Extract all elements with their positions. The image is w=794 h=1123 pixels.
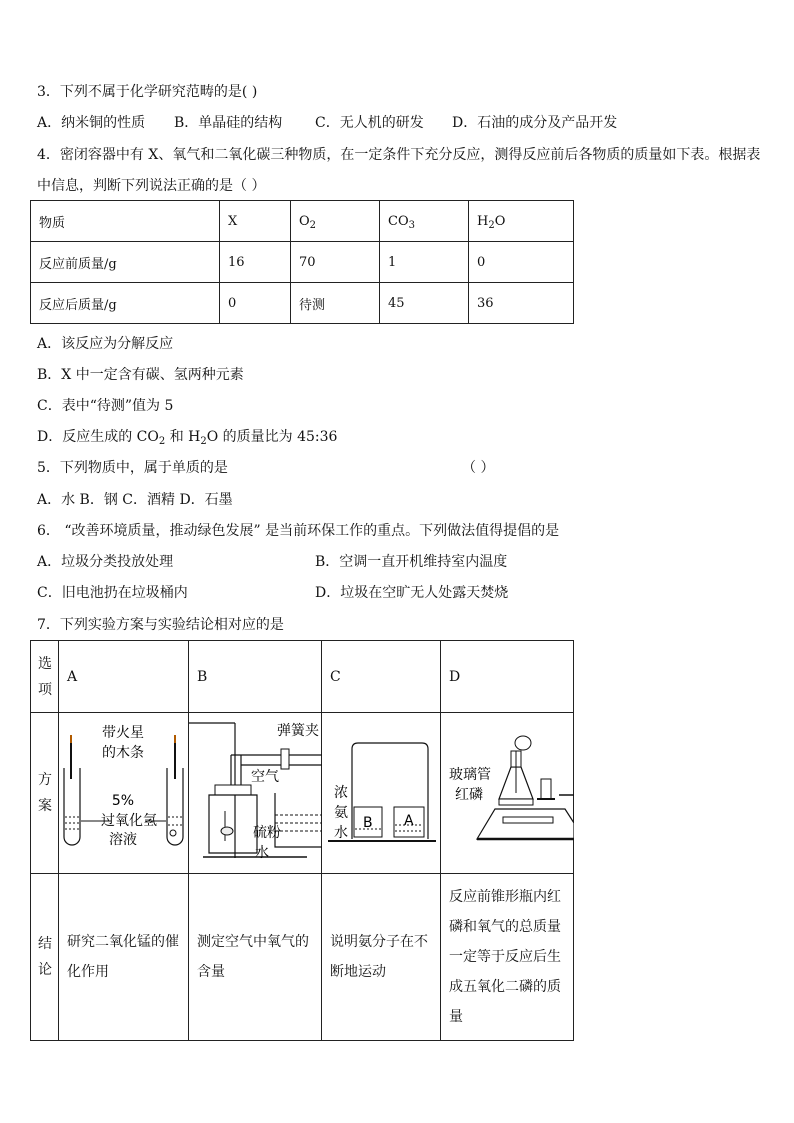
table-cell: 36 [469,283,574,324]
table-row [31,713,574,874]
figure-b-apparatus [189,713,322,869]
q4-option-d: D．反应生成的 $CO_2$ 和 $H_2O$ 的质量比为 45:36 [37,429,338,447]
row-label: 反应前质量/g [31,242,220,283]
column-header-b: B [189,641,322,713]
q5-options: A．水 B．钢 C．酒精 D．石墨 [37,492,233,508]
q3-option-c: C．无人机的研发 [315,115,424,131]
svg-text:氨: 氨 [334,805,348,821]
header-cell-x: X [220,201,291,242]
svg-text:5%: 5% [111,793,135,809]
q6-stem: 6． “改善环境质量，推动绿色发展” 是当前环保工作的重点。下列做法值得提倡的是 [37,523,560,539]
q4-option-a: A．该反应为分解反应 [37,336,174,352]
svg-text:玻璃管: 玻璃管 [449,767,491,783]
table-row [31,641,574,713]
row-label-scheme: 方 案 [31,713,59,874]
q4-stem-line2: 中信息，判断下列说法正确的是（ ） [37,178,266,194]
figure-c-beakers [322,713,441,869]
table-cell: 70 [291,242,380,283]
header-cell-h2o: $H_2O$ [469,201,574,242]
q6-option-d: D．垃圾在空旷无人处露天焚烧 [315,585,509,601]
svg-text:过氧化氢: 过氧化氢 [101,813,157,829]
header-cell-o2: $O_2$ [291,201,380,242]
row-label-conclusion: 结 论 [31,874,59,1041]
svg-text:水: 水 [334,825,348,841]
svg-text:硫粉: 硫粉 [253,825,281,841]
svg-text:带火星: 带火星 [102,725,144,741]
table-cell: 0 [469,242,574,283]
q7-stem: 7．下列实验方案与实验结论相对应的是 [37,617,284,633]
figure-c-cell [322,713,441,874]
q3-option-a: A．纳米铜的性质 [37,115,146,131]
q4-option-c: C．表中“待测”值为 5 [37,398,174,414]
conclusion-a: 研究二氧化锰的催 化作用 [59,874,189,1041]
table-header-row [31,201,574,242]
q3-stem: 3．下列不属于化学研究范畴的是( ) [37,84,258,100]
q4-stem-line1: 4．密闭容器中有 X、氧气和二氧化碳三种物质，在一定条件下充分反应，测得反应前后各物质的质量如下表。根据表 [37,147,761,163]
q3-option-d: D．石油的成分及产品开发 [452,115,618,131]
svg-text:空气: 空气 [251,769,279,785]
table-row [31,283,574,324]
svg-text:红磷: 红磷 [455,787,483,803]
svg-text:溶液: 溶液 [109,832,137,848]
figure-d-balance [441,713,574,869]
table-row [31,874,574,1041]
q5-stem: 5．下列物质中，属于单质的是 [37,460,228,476]
figure-d-cell [441,713,574,874]
table-cell: 待测 [291,283,380,324]
row-label: 反应后质量/g [31,283,220,324]
table-row [31,242,574,283]
q4-data-table [30,200,574,324]
svg-text:的木条: 的木条 [102,745,144,761]
q4-option-b: B．X 中一定含有碳、氢两种元素 [37,367,244,383]
conclusion-c: 说明氨分子在不 断地运动 [322,874,441,1041]
q5-answer-paren: （ ） [462,460,495,476]
figure-a-cell [59,713,189,874]
row-label-option: 选 项 [31,641,59,713]
table-cell: 16 [220,242,291,283]
svg-text:水: 水 [255,845,269,861]
column-header-a: A [59,641,189,713]
column-header-d: D [441,641,574,713]
q3-option-b: B．单晶硅的结构 [174,115,283,131]
header-cell-co3: $CO_3$ [380,201,469,242]
q6-option-b: B．空调一直开机维持室内温度 [315,554,508,570]
column-header-c: C [322,641,441,713]
svg-text:浓: 浓 [334,785,348,801]
table-cell: 0 [220,283,291,324]
header-cell-substance: 物质 [31,201,220,242]
table-cell: 45 [380,283,469,324]
figure-a-test-tubes [59,713,189,869]
q6-option-a: A．垃圾分类投放处理 [37,554,174,570]
svg-text:弹簧夹: 弹簧夹 [277,723,319,739]
table-cell: 1 [380,242,469,283]
svg-text:B: B [363,815,373,831]
conclusion-b: 测定空气中氧气的 含量 [189,874,322,1041]
conclusion-d: 反应前锥形瓶内红 磷和氧气的总质量 一定等于反应后生 成五氧化二磷的质 量 [441,874,574,1041]
q7-experiment-table [30,640,574,1041]
q6-option-c: C．旧电池扔在垃圾桶内 [37,585,188,601]
svg-text:A: A [404,813,414,829]
figure-b-cell [189,713,322,874]
